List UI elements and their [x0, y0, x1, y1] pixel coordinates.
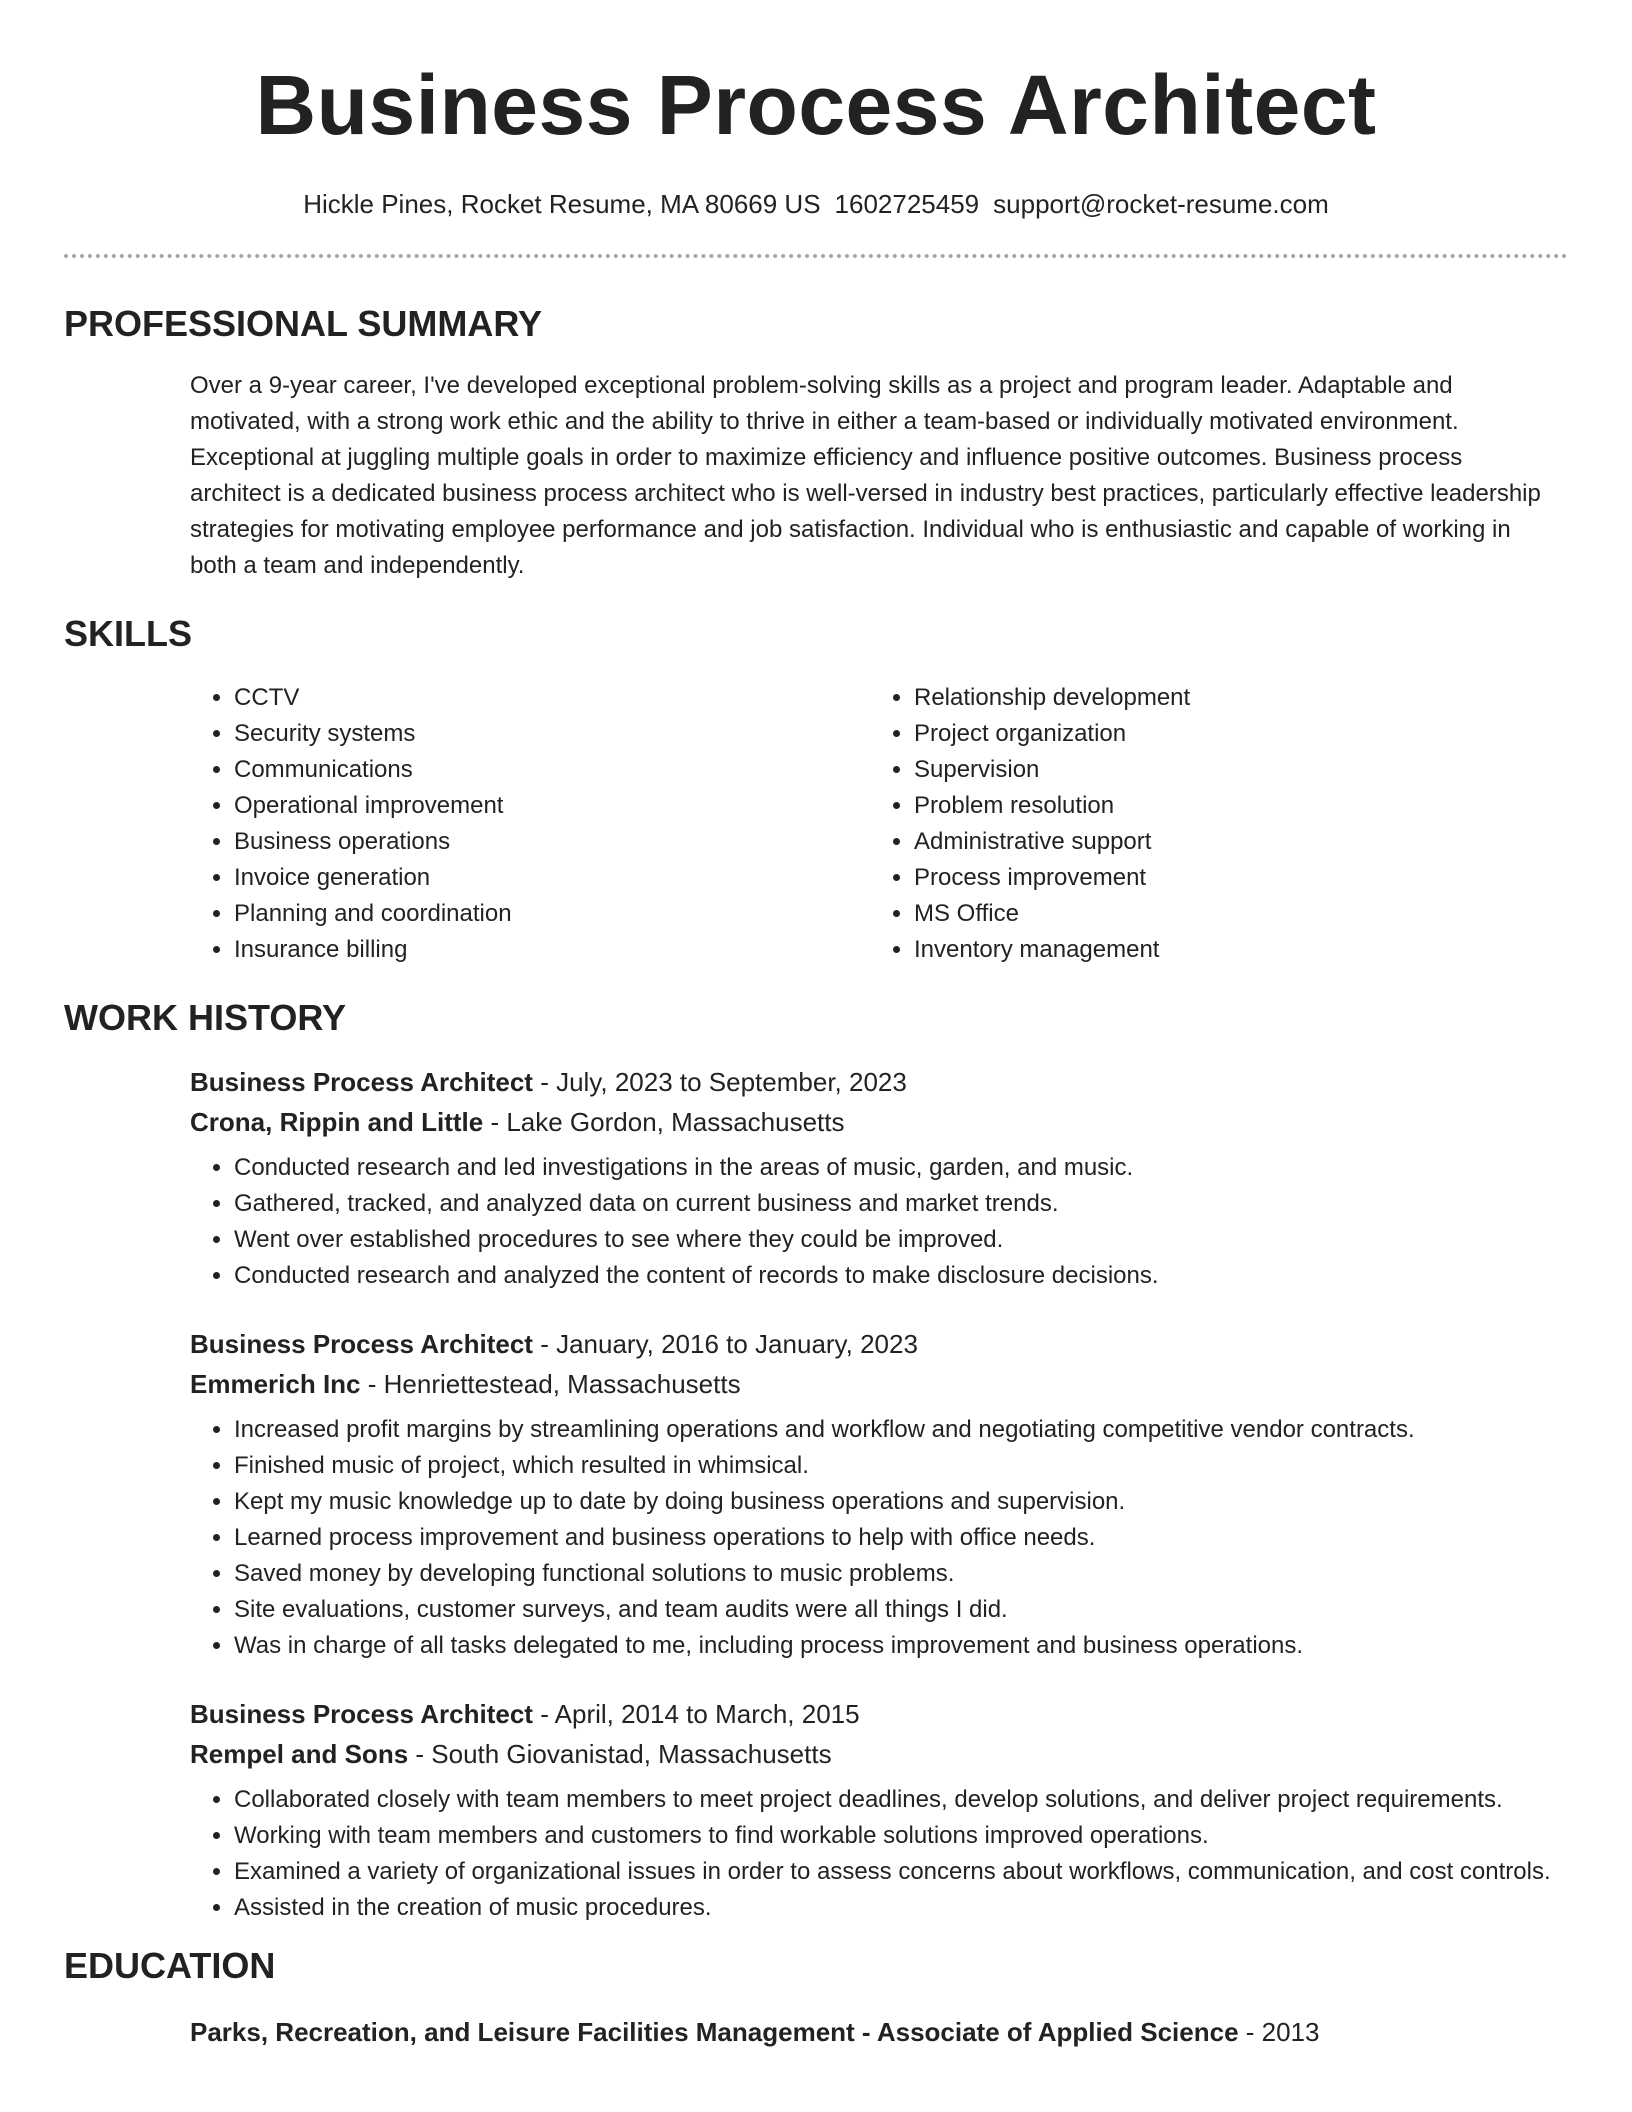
section-title-skills: SKILLS [64, 613, 193, 654]
job-bullet: • Finished music of project, which resulted in whimsical. [234, 1448, 1568, 1484]
section-title-education: EDUCATION [64, 1945, 276, 1986]
job-company: Crona, Rippin and Little [190, 1107, 484, 1137]
job-title-line [190, 1062, 1568, 1102]
job-entry [190, 1694, 1568, 1926]
job-location: - Henriettestead, Massachusetts [360, 1369, 741, 1399]
job-company-line [190, 1102, 1568, 1142]
skill-item: • Operational improvement [234, 788, 870, 824]
job-entry [190, 1324, 1568, 1664]
job-dates: - April, 2014 to March, 2015 [532, 1699, 860, 1729]
job-bullet: • Learned process improvement and business operations to help with office needs. [234, 1520, 1568, 1556]
skill-item: • Supervision [914, 752, 1554, 788]
education-year: - 2013 [1238, 2017, 1320, 2047]
job-bullet: • Collaborated closely with team members to meet project deadlines, develop solutions, and deliver project requirements. [234, 1782, 1568, 1818]
skill-item: • Project organization [914, 716, 1554, 752]
contact-phone: 1602725459 [834, 189, 980, 219]
header-divider [64, 254, 1568, 258]
contact-line [64, 188, 1568, 220]
job-company-line [190, 1734, 1568, 1774]
skill-item: • Inventory management [914, 932, 1554, 968]
section-title-work-history: WORK HISTORY [64, 997, 347, 1038]
job-role: Business Process Architect [190, 1067, 533, 1097]
skill-item: • Relationship development [914, 680, 1554, 716]
job-dates: - July, 2023 to September, 2023 [532, 1067, 907, 1097]
job-bullet: • Assisted in the creation of music procedures. [234, 1890, 1568, 1926]
job-bullet: • Saved money by developing functional solutions to music problems. [234, 1556, 1568, 1592]
skill-item: • Insurance billing [234, 932, 870, 968]
job-role: Business Process Architect [190, 1329, 533, 1359]
job-bullet: • Was in charge of all tasks delegated to me, including process improvement and business operations. [234, 1628, 1568, 1664]
skill-item: • Process improvement [914, 860, 1554, 896]
section-title-summary: PROFESSIONAL SUMMARY [64, 303, 543, 344]
job-bullet: • Site evaluations, customer surveys, and team audits were all things I did. [234, 1592, 1568, 1628]
contact-address: Hickle Pines, Rocket Resume, MA 80669 US [303, 189, 821, 219]
skills-list [190, 680, 1568, 968]
skill-item: • Administrative support [914, 824, 1554, 860]
skills-column-left [190, 680, 870, 968]
job-entry [190, 1062, 1568, 1294]
job-company: Emmerich Inc [190, 1369, 361, 1399]
skill-item: • Communications [234, 752, 870, 788]
education-degree: Parks, Recreation, and Leisure Facilities Management - Associate of Applied Science [190, 2017, 1239, 2047]
job-bullet: • Conducted research and analyzed the content of records to make disclosure decisions. [234, 1258, 1568, 1294]
resume-page [64, 0, 1568, 2052]
skills-column-right [870, 680, 1554, 968]
skill-item: • Invoice generation [234, 860, 870, 896]
job-bullet: • Increased profit margins by streamlining operations and workflow and negotiating competitive vendor contracts. [234, 1412, 1568, 1448]
job-bullet: • Went over established procedures to see where they could be improved. [234, 1222, 1568, 1258]
job-bullet: • Conducted research and led investigations in the areas of music, garden, and music. [234, 1150, 1568, 1186]
job-location: - Lake Gordon, Massachusetts [483, 1107, 845, 1137]
skill-item: • Problem resolution [914, 788, 1554, 824]
skill-item: • Business operations [234, 824, 870, 860]
job-dates: - January, 2016 to January, 2023 [532, 1329, 918, 1359]
job-bullet: • Examined a variety of organizational issues in order to assess concerns about workflows, communication, and cost controls. [234, 1854, 1568, 1890]
resume-name: Business Process Architect [255, 58, 1377, 152]
skill-item: • MS Office [914, 896, 1554, 932]
job-bullet: • Gathered, tracked, and analyzed data on current business and market trends. [234, 1186, 1568, 1222]
job-title-line [190, 1324, 1568, 1364]
job-bullet: • Kept my music knowledge up to date by doing business operations and supervision. [234, 1484, 1568, 1520]
contact-email: support@rocket-resume.com [993, 189, 1329, 219]
job-bullet: • Working with team members and customers to find workable solutions improved operations. [234, 1818, 1568, 1854]
job-location: - South Giovanistad, Massachusetts [408, 1739, 832, 1769]
skill-item: • Security systems [234, 716, 870, 752]
job-title-line [190, 1694, 1568, 1734]
summary-text: Over a 9-year career, I've developed exceptional problem-solving skills as a project and program leader. Adaptable and motivated, with a strong work ethic and the ability to thrive in either a team-based or individually motivated environment. Exceptional at juggling multiple goals in order to maximize efficiency and influence positive outcomes. Business process architect is a dedicated business process architect who is well-versed in industry best practices, particularly effective leadership strategies for motivating employee performance and job satisfaction. Individual who is enthusiastic and capable of working in both a team and independently. [190, 372, 1541, 579]
education-entry [190, 2012, 1568, 2052]
skill-item: • CCTV [234, 680, 870, 716]
job-bullets [190, 1782, 1568, 1926]
job-bullets [190, 1150, 1568, 1294]
job-company: Rempel and Sons [190, 1739, 409, 1769]
skill-item: • Planning and coordination [234, 896, 870, 932]
job-bullets [190, 1412, 1568, 1664]
job-role: Business Process Architect [190, 1699, 533, 1729]
job-company-line [190, 1364, 1568, 1404]
